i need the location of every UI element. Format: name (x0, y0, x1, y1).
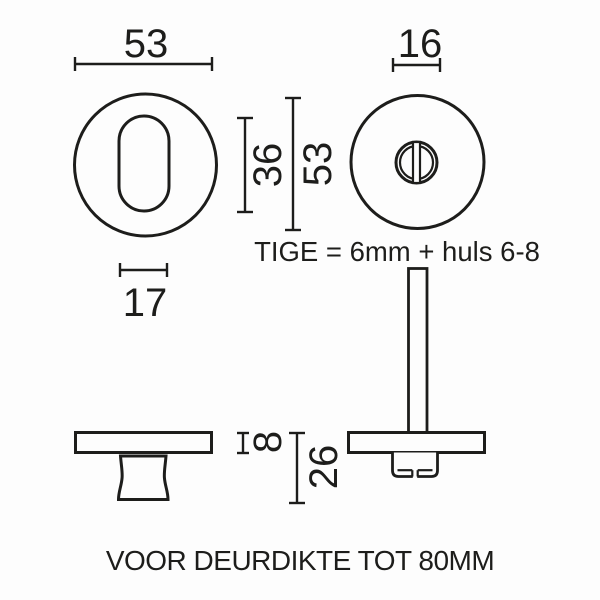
dimension-label: 17 (122, 281, 168, 325)
turn-slot-bar (413, 142, 420, 183)
dimension-label: 36 (246, 142, 290, 188)
view-spindle-side (349, 269, 485, 480)
dimension-cutout-width-17 (120, 263, 167, 325)
thumb-turn-slot (396, 142, 437, 183)
dimension-cutout-height-36 (237, 118, 290, 212)
view-turn-rosette-front (351, 22, 484, 229)
rosette-plate-profile (76, 433, 212, 453)
spindle-rod (409, 269, 428, 433)
dimension-label: 53 (296, 141, 340, 187)
dimension-label: 8 (246, 430, 290, 454)
dimension-height-53 (285, 98, 340, 230)
dimension-label: 26 (302, 444, 346, 490)
view-knob-side (76, 431, 347, 503)
view-key-rosette-front (75, 22, 341, 325)
dimension-plate-thickness-8 (237, 431, 290, 453)
spindle-note: TIGE = 6mm + huls 6-8 (254, 236, 540, 267)
dimension-knob-width-16 (393, 22, 442, 72)
hub-slit-gap (413, 469, 417, 479)
dimension-label: 16 (397, 22, 443, 66)
turn-knob-profile (119, 456, 169, 500)
dimension-diameter-53 (75, 22, 212, 71)
dimension-knob-depth-26 (289, 433, 346, 503)
door-thickness-note: VOOR DEURDIKTE TOT 80MM (105, 545, 495, 576)
rosette-plate-profile (349, 433, 485, 453)
dimension-label: 53 (123, 22, 169, 66)
keyhole-cutout (119, 116, 169, 211)
